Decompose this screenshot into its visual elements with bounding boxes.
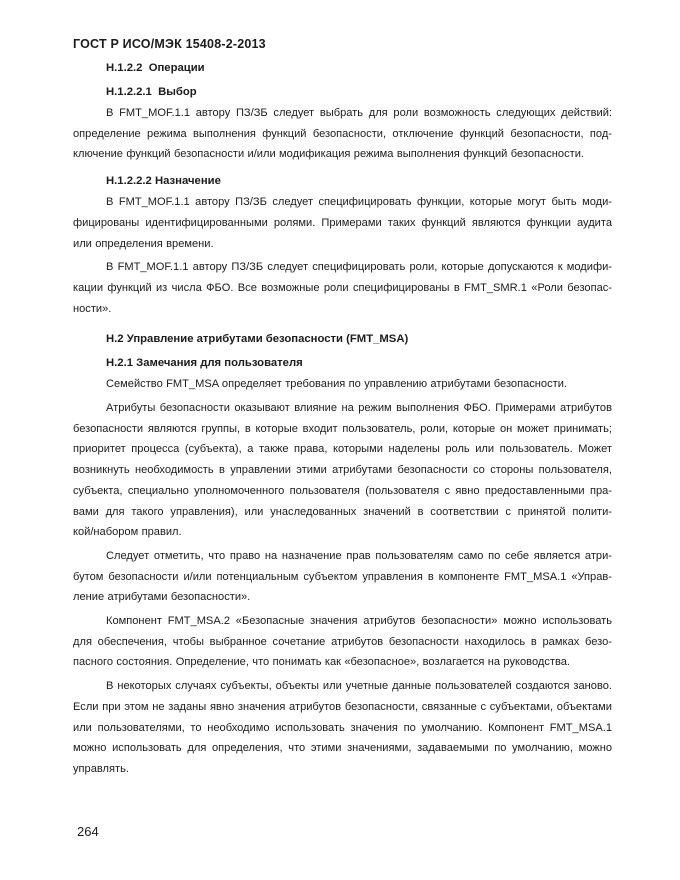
- text-line: В FMT_MOF.1.1 автору ПЗ/ЗБ следует специфицировать функции, которые могут быть моди-: [106, 196, 612, 209]
- heading: Н.2.1 Замечания для пользователя: [106, 357, 303, 370]
- paragraph: [73, 676, 612, 780]
- text-line: кации функций из числа ФБО. Все возможные роли специфицированы в FMT_SMR.1 «Роли безопас-: [73, 281, 612, 294]
- text-line: Атрибуты безопасности оказывают влияние на режим выполнения ФБО. Примерами атрибутов: [106, 402, 612, 415]
- document-header: ГОСТ Р ИСО/МЭК 15408-2-2013: [73, 37, 266, 51]
- paragraph: [73, 398, 612, 543]
- paragraph: [73, 257, 612, 319]
- text-line: Следует отметить, что право на назначение прав пользователям само по себе является атри-: [106, 549, 612, 562]
- paragraph: [73, 103, 612, 165]
- text-line: В некоторых случаях субъекты, объекты или учетные данные пользователей создаются заново.: [106, 680, 612, 693]
- text-line: или пользователями, то необходимо использовать значения по умолчанию. Компонент FMT_MSA.1: [73, 721, 612, 734]
- paragraph: [73, 546, 612, 608]
- content-blocks: [73, 60, 612, 780]
- page-number: 264: [77, 824, 99, 839]
- text-line: пасного состояния. Определение, что понимать как «безопасное», возлагается на руководства.: [73, 656, 570, 669]
- text-line: Компонент FMT_MSA.2 «Безопасные значения атрибутов безопасности» можно использовать: [106, 615, 612, 628]
- text-line: для обеспечения, чтобы выбранное сочетание атрибутов безопасности находилось в рамках безо-: [73, 635, 612, 648]
- text-line: возникнуть необходимость в управлении этими атрибутами безопасности со стороны пользователя,: [73, 464, 612, 477]
- heading: Н.2 Управление атрибутами безопасности (FMT_MSA): [106, 333, 409, 346]
- text-line: В FMT_MOF.1.1 автору ПЗ/ЗБ следует специфицировать роли, которые допускаются к модифи-: [106, 261, 612, 274]
- heading: Н.1.2.2.1 Выбор: [106, 86, 197, 98]
- text-line: кой/набором правил.: [73, 526, 182, 539]
- text-line: бутом безопасности и/или потенциальным субъектом управления в компоненте FMT_MSA.1 «Управ-: [73, 570, 612, 583]
- paragraph: [73, 374, 612, 395]
- text-line: приоритет процесса (субъекта), а также права, которыми наделены роль или пользователь. Может: [73, 443, 612, 456]
- text-line: ности».: [73, 302, 112, 315]
- text-line: ключение функций безопасности и/или модификация режима выполнения функций безопасности.: [73, 148, 584, 161]
- text-line: ление атрибутами безопасности».: [73, 591, 251, 604]
- text-line: определение режима выполнения функций безопасности, отключение функций безопасности, под-: [73, 127, 612, 140]
- text-line: фицированы идентифицированными ролями. Примерами таких функций являются функции аудита: [73, 216, 612, 229]
- paragraph: [73, 192, 612, 254]
- text-line: В FMT_MOF.1.1 автору ПЗ/ЗБ следует выбрать для роли возможность следующих действий:: [106, 107, 612, 119]
- text-line: можно использовать для определения, что этими значениями, задаваемыми по умолчанию, можно: [73, 742, 612, 755]
- text-line: Семейство FMT_MSA определяет требования по управлению атрибутами безопасности.: [106, 378, 567, 391]
- text-line: Если при этом не заданы явно значения атрибутов безопасности, связанные с субъектами, объектами: [73, 700, 612, 713]
- heading: Н.1.2.2 Операции: [106, 62, 205, 74]
- text-line: или определения времени.: [73, 237, 214, 250]
- heading: Н.1.2.2.2 Назначение: [106, 175, 221, 188]
- text-line: вами для такого управления), или унаследованных значений в соответствии с принятой полити-: [73, 505, 612, 518]
- text-line: управлять.: [73, 762, 129, 775]
- text-line: субъекта, специально уполномоченного пользователя (пользователя с явно предоставленными пра-: [73, 484, 612, 497]
- text-line: безопасности являются группы, в которые входит пользователь, роли, которые он может принимать;: [73, 422, 612, 435]
- paragraph: [73, 611, 612, 673]
